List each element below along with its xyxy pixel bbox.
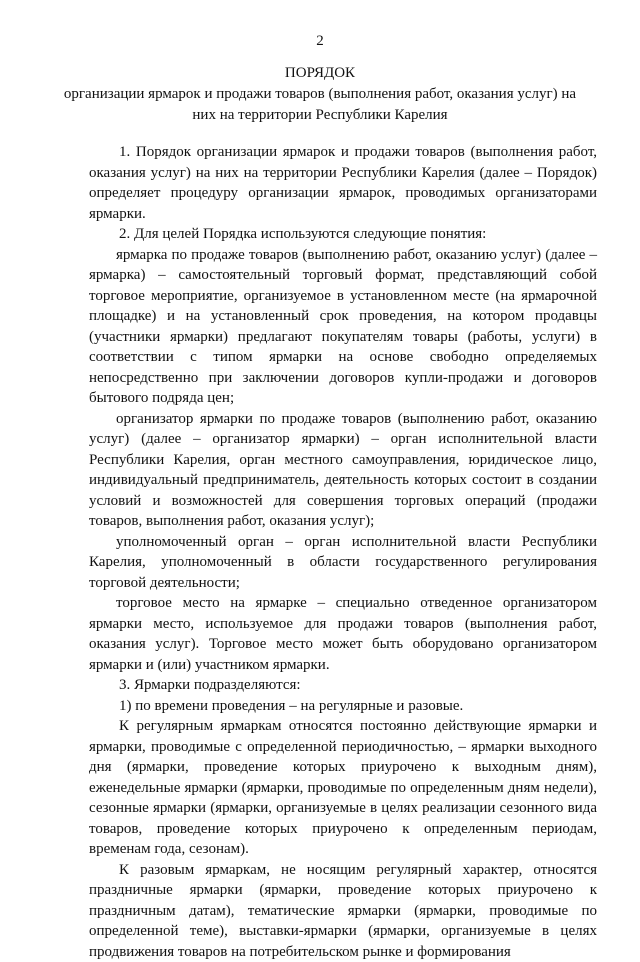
paragraph: 1) по времени проведения – на регулярные и разовые. [89, 696, 597, 717]
paragraph: 2. Для целей Порядка используются следующие понятия: [89, 224, 597, 245]
document-body [89, 142, 597, 962]
document-title: ПОРЯДОК [0, 63, 640, 84]
paragraph: ярмарка по продаже товаров (выполнению работ, оказанию услуг) (далее – ярмарка) – самостоятельный торговый формат, представляющий собой торговое мероприятие, организуемое в установленном месте (на ярмарочной площадке) и на установленный срок проведения, на котором продавцы (участники ярмарки) предлагают покупателям товары (работы, услуги) в соответствии с типом ярмарки на основе свободно определяемых непосредственно при заключении договоров купли-продажи и договоров бытового подряда цен; [89, 245, 597, 409]
paragraph: организатор ярмарки по продаже товаров (выполнению работ, оказанию услуг) (далее – организатор ярмарки) – орган исполнительной власти Республики Карелия, орган местного самоуправления, юридическое лицо, индивидуальный предприниматель, деятельность которых состоит в создании условий и возможностей для совершения торговых операций (продажи товаров, выполнения работ, оказания услуг); [89, 409, 597, 532]
paragraph: 1. Порядок организации ярмарок и продажи товаров (выполнения работ, оказания услуг) на них на территории Республики Карелия (далее – Порядок) определяет процедуру организации ярмарок, проводимых организаторами ярмарки. [89, 142, 597, 224]
paragraph: уполномоченный орган – орган исполнительной власти Республики Карелия, уполномоченный в области государственного регулирования торговой деятельности; [89, 532, 597, 594]
paragraph: 3. Ярмарки подразделяются: [89, 675, 597, 696]
paragraph: торговое место на ярмарке – специально отведенное организатором ярмарки место, используемое для продажи товаров (выполнения работ, оказания услуг). Торговое место может быть оборудовано организатором ярмарки и (или) участником ярмарки. [89, 593, 597, 675]
document-subtitle: организации ярмарок и продажи товаров (выполнения работ, оказания услуг) на них на территории Республики Карелия [60, 84, 580, 125]
paragraph: К разовым ярмаркам, не носящим регулярный характер, относятся праздничные ярмарки (ярмарки, проведение которых приурочено к праздничным датам), тематические ярмарки (ярмарки, проводимые по определенной теме), выставки-ярмарки (ярмарки, организуемые в целях продвижения товаров на потребительском рынке и формирования [89, 860, 597, 962]
page-number: 2 [0, 31, 640, 52]
paragraph: К регулярным ярмаркам относятся постоянно действующие ярмарки и ярмарки, проводимые с определенной периодичностью, – ярмарки выходного дня (ярмарки, проведение которых приурочено к выходным дням), еженедельные ярмарки (ярмарки, проводимые по определенным дням недели), сезонные ярмарки (ярмарки, организуемые в целях реализации сезонного вида товаров, проведение которых приурочено к определенным периодам, временам года, сезонам). [89, 716, 597, 860]
